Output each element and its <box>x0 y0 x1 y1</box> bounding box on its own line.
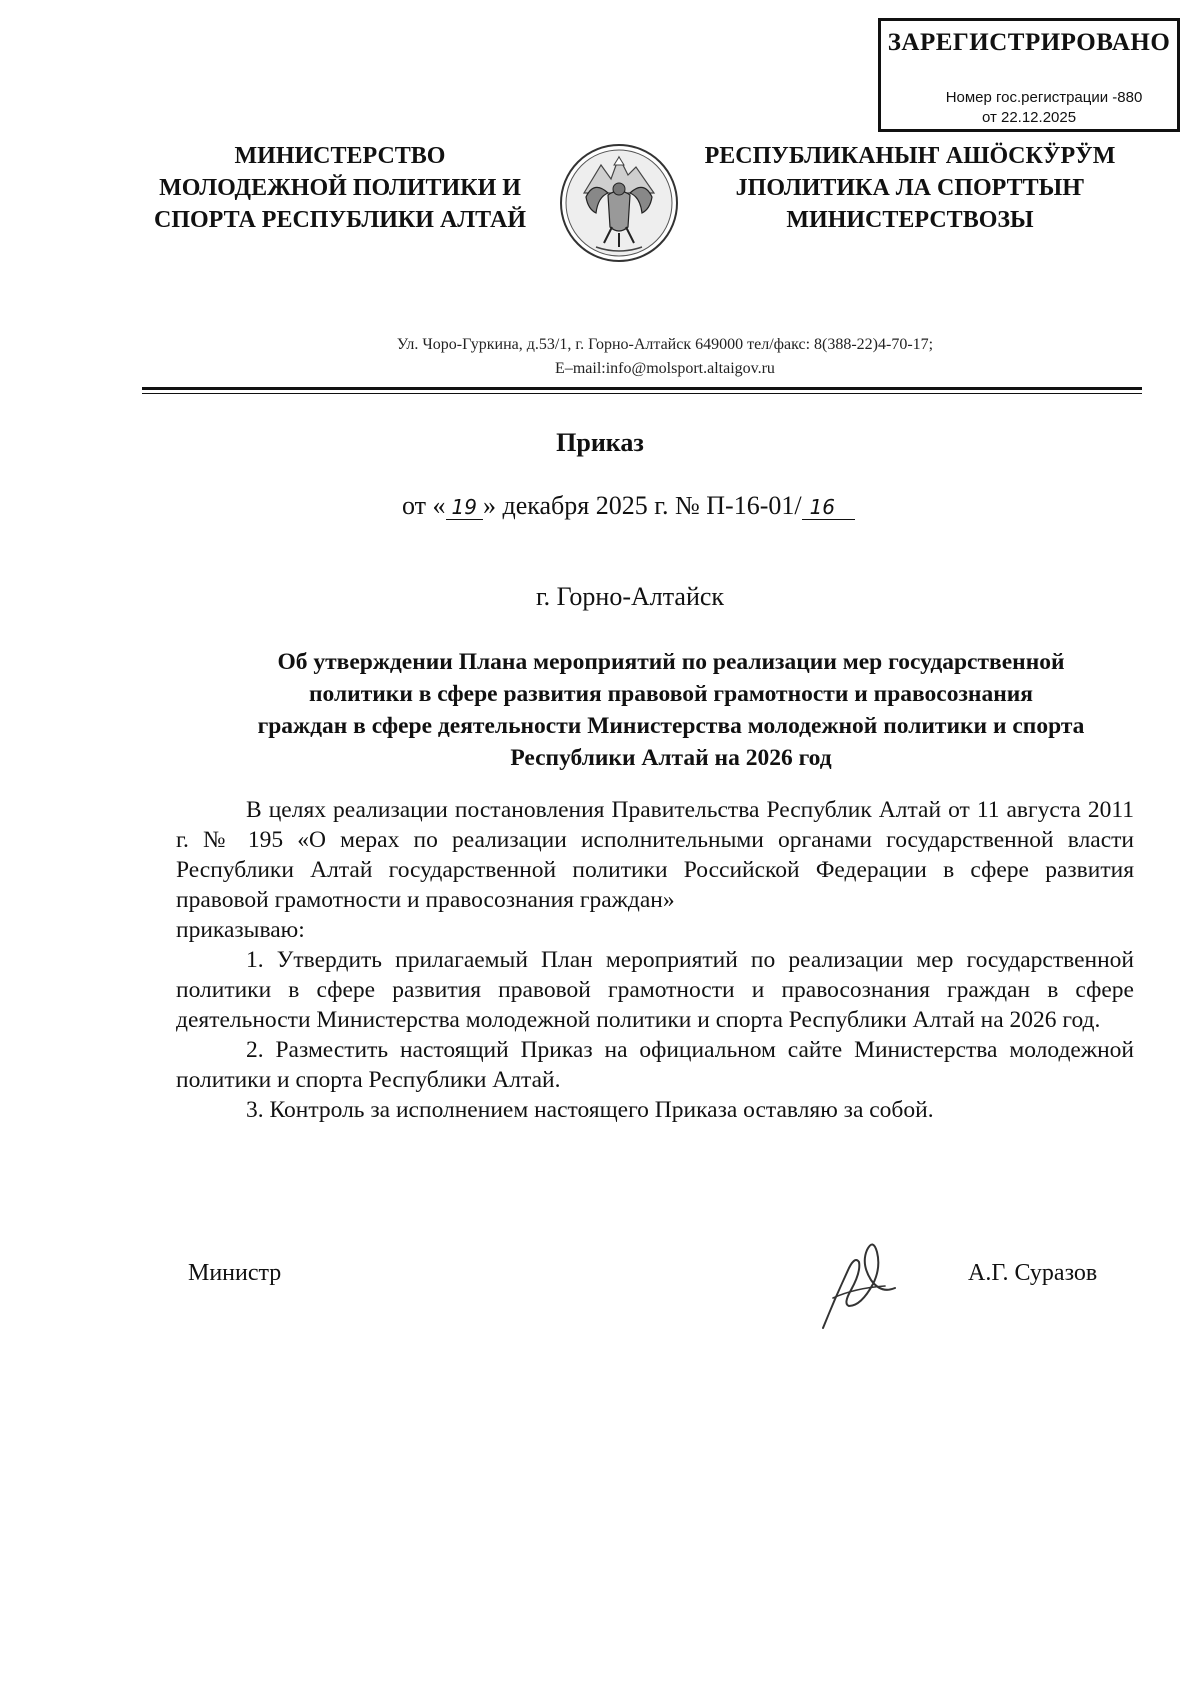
order-city: г. Горно-Алтайск <box>535 582 725 611</box>
ministry-name-line: МИНИСТЕРСТВО <box>234 143 446 169</box>
ministry-name-line: РЕСПУБЛИКАНЫҤ АШӦСКӰРӰМ <box>704 143 1116 169</box>
preamble-paragraph: В целях реализации постановления Правительства Республик Алтай от 11 августа 2011 г. № 195 «О мерах по реализации исполнительными органами государственной власти Республики Алтай государственной политики Российской Федерации в сфере развития правовой грамотности и правосознания граждан» <box>176 797 1134 913</box>
ministry-name-line: МОЛОДЕЖНОЙ ПОЛИТИКИ И <box>159 175 521 201</box>
ministry-name-russian <box>140 140 540 236</box>
ministry-name-altai <box>690 140 1130 236</box>
order-subject <box>196 646 1146 774</box>
order-word: приказываю: <box>176 917 305 943</box>
header-divider-thin <box>142 393 1142 394</box>
registration-stamp-title: ЗАРЕГИСТРИРОВАНО <box>887 29 1171 56</box>
subject-line: Республики Алтай на 2026 год <box>510 745 832 771</box>
handwritten-signature-icon <box>815 1228 905 1338</box>
subject-line: граждан в сфере деятельности Министерства молодежной политики и спорта <box>257 713 1085 739</box>
order-date-prefix: от « <box>402 491 446 520</box>
order-day-handwritten: 19 <box>446 495 483 520</box>
order-body <box>176 795 1134 1125</box>
signatory-name: А.Г. Суразов <box>968 1260 1098 1286</box>
ministry-name-line: СПОРТА РЕСПУБЛИКИ АЛТАЙ <box>154 207 526 233</box>
registration-number: Номер гос.регистрации -880 <box>945 89 1143 106</box>
email-line: E–mail:info@molsport.altaigov.ru <box>555 360 775 377</box>
order-date-middle: » декабря 2025 г. № П-16-01/ <box>482 491 802 520</box>
order-item-2: 2. Разместить настоящий Приказ на официальном сайте Министерства молодежной политики и спорта Республики Алтай. <box>176 1037 1134 1093</box>
registration-date: от 22.12.2025 <box>981 109 1077 126</box>
ministry-name-line: МИНИСТЕРСТВОЗЫ <box>786 207 1034 233</box>
order-item-3: 3. Контроль за исполнением настоящего Приказа оставляю за собой. <box>246 1097 934 1123</box>
coat-of-arms-icon <box>556 135 682 271</box>
order-number-handwritten: 16 <box>802 495 855 520</box>
order-date-number <box>402 491 855 521</box>
document-title: Приказ <box>556 428 644 457</box>
order-item-1: 1. Утвердить прилагаемый План мероприятий по реализации мер государственной политики в сфере развития правовой грамотности и правосознания граждан в сфере деятельности Министерства молодежной политики и спорта Республики Алтай на 2026 год. <box>176 947 1134 1033</box>
ministry-name-line: ЈПОЛИТИКА ЛА СПОРТТЫҤ <box>735 175 1085 201</box>
registration-stamp <box>878 18 1180 132</box>
contact-info <box>300 333 1030 381</box>
subject-line: Об утверждении Плана мероприятий по реализации мер государственной <box>277 649 1065 675</box>
address-line: Ул. Чоро-Гуркина, д.53/1, г. Горно-Алтайск 649000 тел/факс: 8(388-22)4-70-17; <box>396 336 934 353</box>
header-divider-thick <box>142 387 1142 390</box>
subject-line: политики в сфере развития правовой грамотности и правосознания <box>308 681 1034 707</box>
signatory-role: Министр <box>188 1260 282 1286</box>
